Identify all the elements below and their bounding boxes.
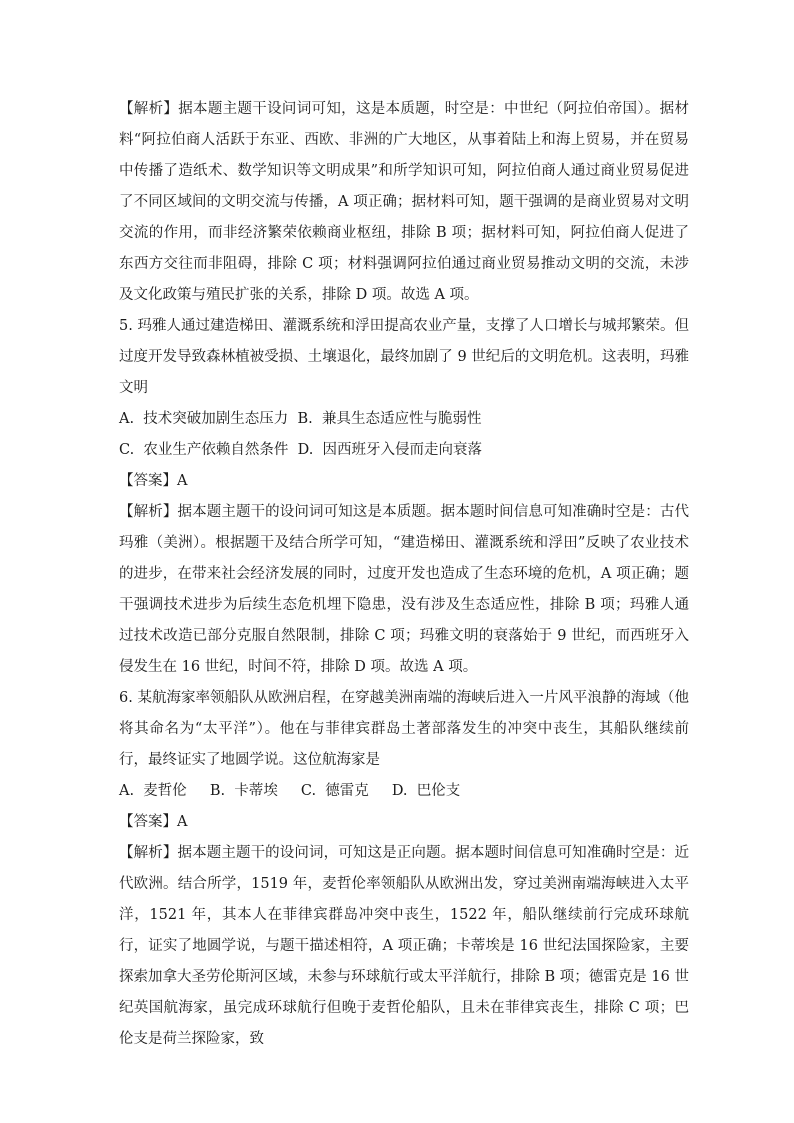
question-6-options: A. 麦哲伦 B. 卡蒂埃 C. 德雷克 D. 巴伦支 (119, 783, 461, 799)
question-5-stem: 5. 玛雅人通过建造梯田、灌溉系统和浮田提高农业产量，支撑了人口增长与城邦繁荣。但过度开发导致森林植被受损、土壤退化，最终加剧了 9 世纪后的文明危机。这表明，玛雅文明 (119, 318, 689, 396)
analysis-paragraph-q6: 【解析】据本题主题干的设问词，可知这是正向题。据本题时间信息可知准确时空是：近代欧洲。结合所学，1519 年，麦哲伦率领船队从欧洲出发，穿过美洲南端海峡进入太平洋，1521 年，其本人在菲律宾群岛冲突中丧生，1522 年，船队继续前行完成环球航行，证实了地圆学说，与题干描述相符，A 项正确；卡蒂埃是 16 世纪法国探险家，主要探索加拿大圣劳伦斯河区域，未参与环球航行或太平洋航行，排除 B 项；德雷克是 16 世纪英国航海家，虽完成环球航行但晚于麦哲伦船队，且未在菲律宾丧生，排除 C 项；巴伦支是荷兰探险家，致 (119, 845, 689, 1047)
document-page (119, 94, 689, 1055)
analysis-paragraph-q4: 【解析】据本题主题干设问词可知，这是本质题，时空是：中世纪（阿拉伯帝国）。据材料“阿拉伯商人活跃于东亚、西欧、非洲的广大地区，从事着陆上和海上贸易，并在贸易中传播了造纸术、数学知识等文明成果”和所学知识可知，阿拉伯商人通过商业贸易促进了不同区域间的文明交流与传播，A 项正确；据材料可知，题干强调的是商业贸易对文明交流的作用，而非经济繁荣依赖商业枢纽，排除 B 项；据材料可知，阿拉伯商人促进了东西方交往而非阻碍，排除 C 项；材料强调阿拉伯通过商业贸易推动文明的交流，未涉及文化政策与殖民扩张的关系，排除 D 项。故选 A 项。 (119, 101, 689, 303)
question-6-stem: 6. 某航海家率领船队从欧洲启程，在穿越美洲南端的海峡后进入一片风平浪静的海域（他将其命名为“太平洋”）。他在与菲律宾群岛土著部落发生的冲突中丧生，其船队继续前行，最终证实了地圆学说。这位航海家是 (119, 690, 689, 768)
question-5-options-ab: A. 技术突破加剧生态压力 B. 兼具生态适应性与脆弱性 (119, 411, 482, 427)
question-6-answer: 【答案】A (119, 814, 188, 830)
question-5-answer: 【答案】A (119, 473, 188, 489)
question-5-options-cd: C. 农业生产依赖自然条件 D. 因西班牙入侵而走向衰落 (119, 442, 483, 458)
analysis-paragraph-q5: 【解析】据本题主题干的设问词可知这是本质题。据本题时间信息可知准确时空是：古代玛雅（美洲）。根据题干及结合所学可知，“建造梯田、灌溉系统和浮田”反映了农业技术的进步，在带来社会经济发展的同时，过度开发也造成了生态环境的危机，A 项正确；题干强调技术进步为后续生态危机埋下隐患，没有涉及生态适应性，排除 B 项；玛雅人通过技术改造已部分克服自然限制，排除 C 项；玛雅文明的衰落始于 9 世纪，而西班牙入侵发生在 16 世纪，时间不符，排除 D 项。故选 A 项。 (119, 504, 689, 675)
